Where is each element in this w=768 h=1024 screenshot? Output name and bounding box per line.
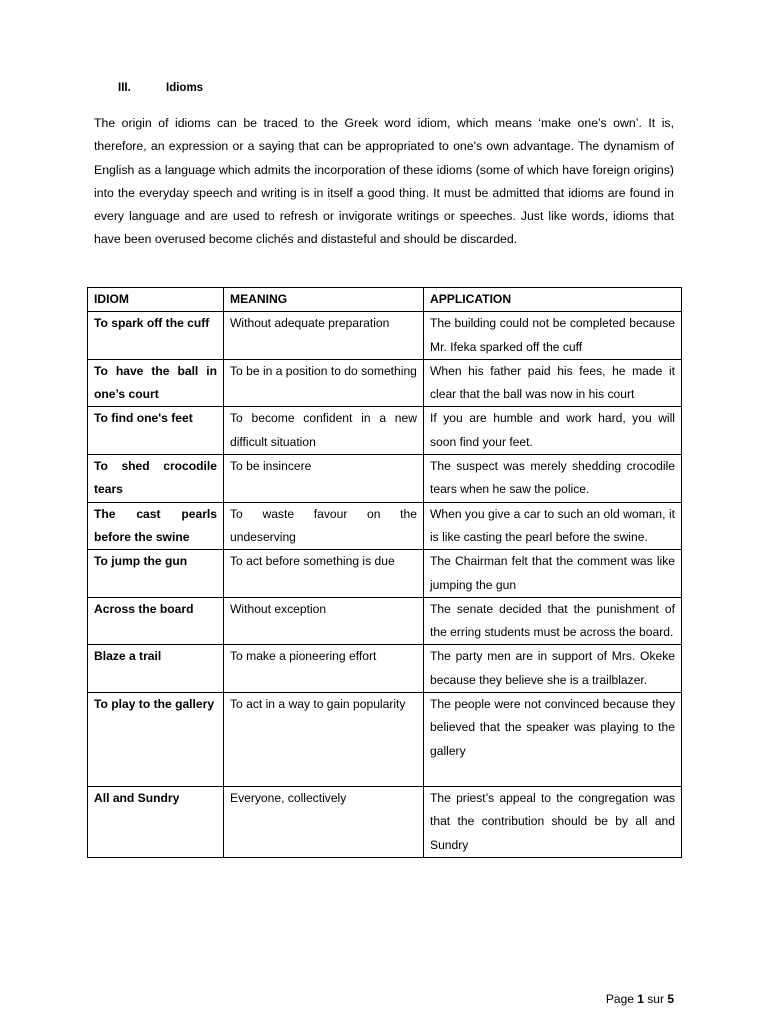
idiom-cell: Blaze a trail <box>88 645 224 693</box>
table-row <box>88 312 682 360</box>
meaning-cell: To waste favour on the undeserving <box>224 502 424 550</box>
table-row <box>88 359 682 407</box>
idiom-cell: All and Sundry <box>88 786 224 857</box>
of-word: sur <box>647 992 664 1006</box>
meaning-cell: Without exception <box>224 597 424 645</box>
intro-paragraph: The origin of idioms can be traced to the Greek word idiom, which means ‘make one’s own’. It is, therefore, an expression or a saying that can be appropriated to one's own advantage. The dynamism of English as a language which admits the incorporation of these idioms (some of which have foreign origins) into the everyday speech and writing is in itself a good thing. It must be admitted that idioms are found in every language and are used to refresh or invigorate writings or speeches. Just like words, idioms that have been overused become clichés and distasteful and should be discarded. <box>94 116 674 247</box>
application-cell: The senate decided that the punishment of the erring students must be across the board. <box>424 597 682 645</box>
application-cell: The Chairman felt that the comment was like jumping the gun <box>424 550 682 598</box>
idiom-cell: The cast pearls before the swine <box>88 502 224 550</box>
application-cell: The people were not convinced because they believed that the speaker was playing to the gallery <box>424 693 682 787</box>
application-cell: If you are humble and work hard, you will soon find your feet. <box>424 407 682 455</box>
table-row <box>88 502 682 550</box>
application-cell: The building could not be completed because Mr. Ifeka sparked off the cuff <box>424 312 682 360</box>
page-number: 1 <box>637 992 644 1006</box>
meaning-cell: To be in a position to do something <box>224 359 424 407</box>
page-footer <box>606 992 674 1006</box>
section-number: III. <box>118 82 131 94</box>
section-title: Idioms <box>166 82 204 94</box>
table-row <box>88 786 682 857</box>
table-row <box>88 550 682 598</box>
total-pages: 5 <box>667 992 674 1006</box>
header-application: APPLICATION <box>424 288 682 312</box>
page-word: Page <box>605 992 634 1006</box>
idiom-cell: To jump the gun <box>88 550 224 598</box>
meaning-cell: To act before something is due <box>224 550 424 598</box>
table-row <box>88 645 682 693</box>
meaning-cell: To act in a way to gain popularity <box>224 693 424 787</box>
application-cell: The suspect was merely shedding crocodile tears when he saw the police. <box>424 455 682 503</box>
idiom-cell: To play to the gallery <box>88 693 224 787</box>
meaning-cell: To be insincere <box>224 455 424 503</box>
meaning-cell: Without adequate preparation <box>224 312 424 360</box>
section-heading <box>118 82 203 94</box>
application-cell: When you give a car to such an old woman, it is like casting the pearl before the swine. <box>424 502 682 550</box>
application-cell: When his father paid his fees, he made it clear that the ball was now in his court <box>424 359 682 407</box>
application-cell: The priest’s appeal to the congregation was that the contribution should be by all and Sundry <box>424 786 682 857</box>
application-cell: The party men are in support of Mrs. Okeke because they believe she is a trailblazer. <box>424 645 682 693</box>
idiom-cell: To have the ball in one’s court <box>88 359 224 407</box>
table-row <box>88 407 682 455</box>
idiom-cell: To spark off the cuff <box>88 312 224 360</box>
meaning-cell: To make a pioneering effort <box>224 645 424 693</box>
table-row <box>88 455 682 503</box>
meaning-cell: Everyone, collectively <box>224 786 424 857</box>
idioms-table <box>87 287 682 858</box>
idiom-cell: Across the board <box>88 597 224 645</box>
table-row <box>88 597 682 645</box>
table-header-row <box>88 288 682 312</box>
header-idiom: IDIOM <box>88 288 224 312</box>
table-row <box>88 693 682 787</box>
idiom-cell: To shed crocodile tears <box>88 455 224 503</box>
idiom-cell: To find one's feet <box>88 407 224 455</box>
header-meaning: MEANING <box>224 288 424 312</box>
meaning-cell: To become confident in a new difficult situation <box>224 407 424 455</box>
